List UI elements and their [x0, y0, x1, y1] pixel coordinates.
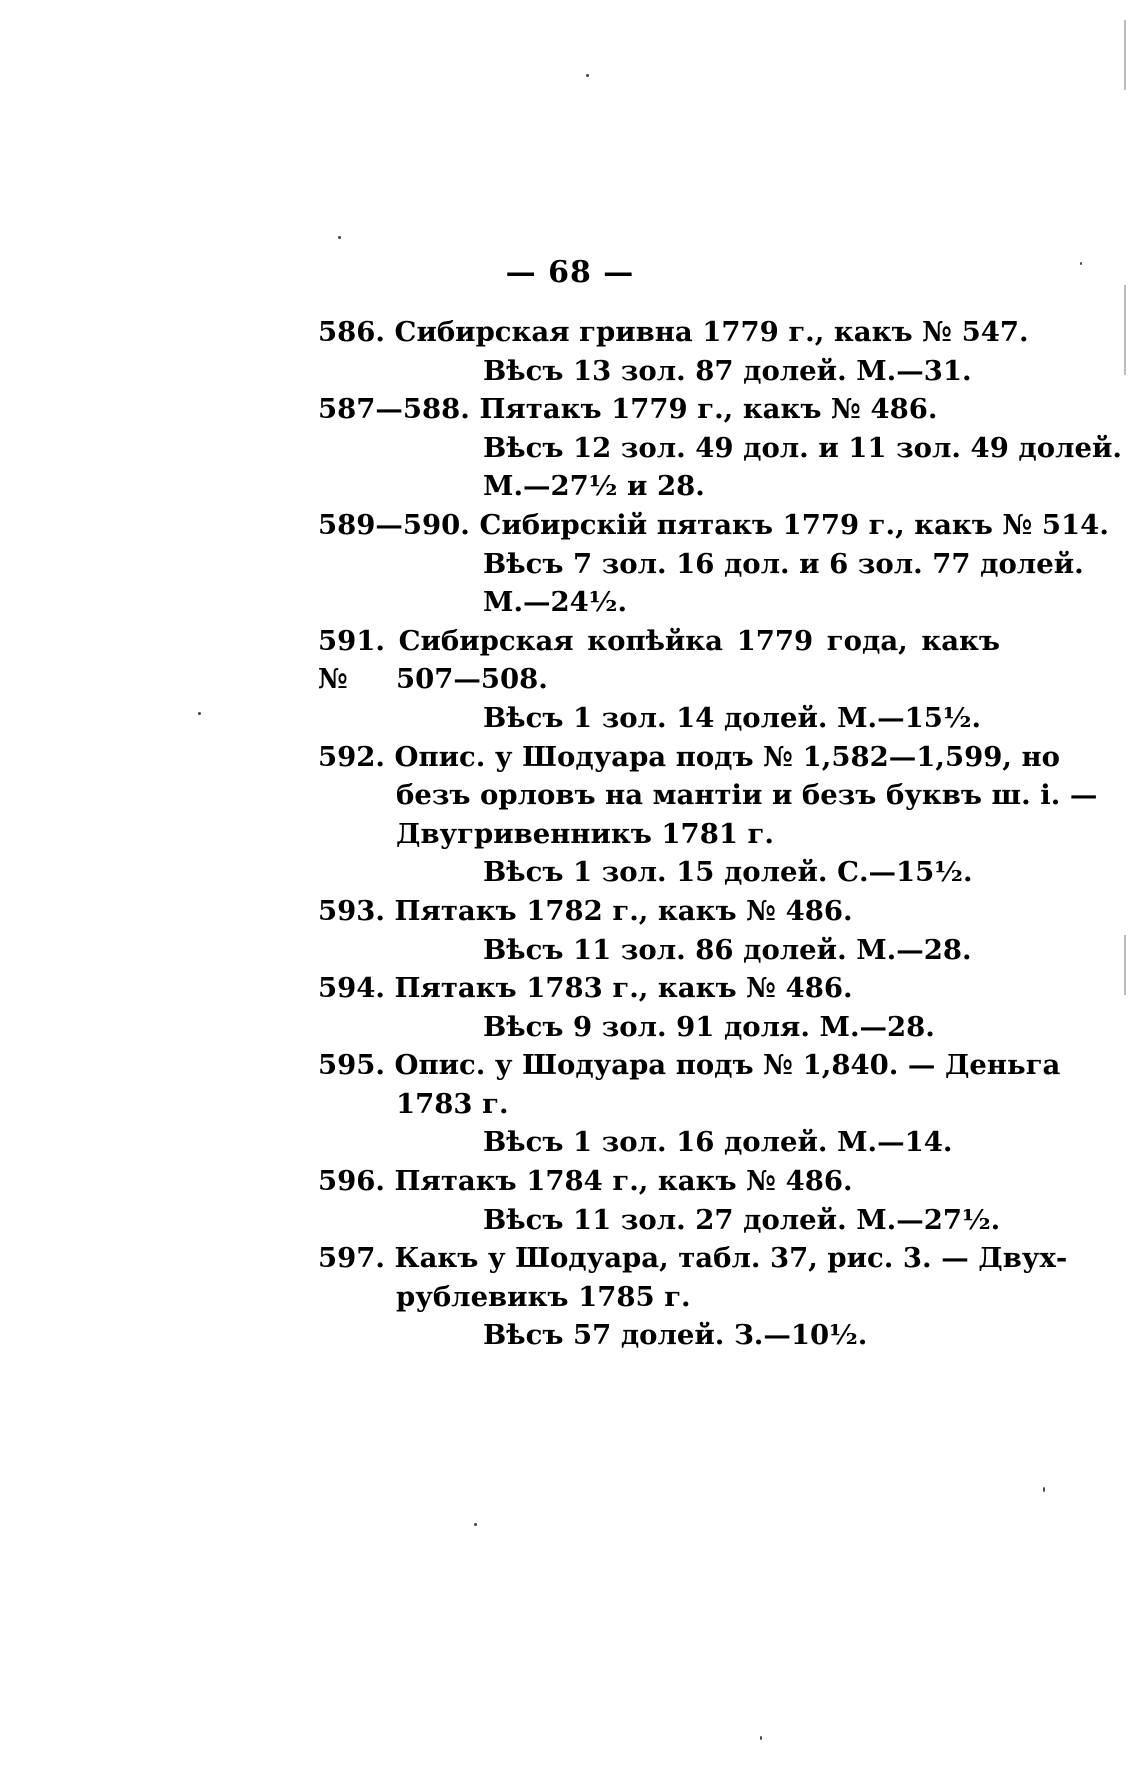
entry-weight: Вѣсъ 1 зол. 15 долей. С.—15½.: [483, 856, 973, 889]
entry-heading: 597. Какъ у Шодуара, табл. 37, рис. 3. — Двух-: [318, 1242, 1068, 1275]
scan-speck: [198, 712, 201, 715]
entry-heading: 592. Опис. у Шодуара подъ № 1,582—1,599, но: [318, 740, 1060, 773]
entry-593: [318, 892, 1000, 969]
entry-586: [318, 313, 1029, 390]
entry-weight: Вѣсъ 12 зол. 49 дол. и 11 зол. 49 долей.: [483, 431, 1122, 464]
entry-589-590: [318, 506, 1109, 622]
entry-591: [318, 622, 1000, 738]
entry-weight: Вѣсъ 11 зол. 86 долей. М.—28.: [483, 933, 972, 966]
entry-heading: 591. Сибирская копѣйка 1779 года, какъ №: [318, 624, 1000, 696]
scan-speck: [1080, 262, 1082, 265]
entry-594: [318, 969, 1000, 1046]
entry-weight: Вѣсъ 7 зол. 16 дол. и 6 зол. 77 долей.: [483, 547, 1084, 580]
entry-heading: 595. Опис. у Шодуара подъ № 1,840. — Деньга: [318, 1049, 1061, 1082]
scan-speck: [586, 74, 589, 77]
scan-speck: [338, 236, 341, 239]
entry-heading: 594. Пятакъ 1783 г., какъ № 486.: [318, 972, 853, 1005]
entry-weight: Вѣсъ 1 зол. 16 долей. М.—14.: [483, 1126, 953, 1159]
scan-edge-line: [1124, 285, 1126, 375]
scan-speck: [760, 1736, 762, 1740]
entry-heading: 589—590. Сибирскій пятакъ 1779 г., какъ № 514.: [318, 508, 1109, 541]
entry-heading: 596. Пятакъ 1784 г., какъ № 486.: [318, 1165, 853, 1198]
entry-weight: Вѣсъ 13 зол. 87 долей. М.—31.: [483, 354, 972, 387]
entry-weight: Вѣсъ 57 долей. З.—10½.: [483, 1319, 868, 1352]
entry-mark: М.—24½.: [483, 586, 628, 619]
entry-weight: Вѣсъ 1 зол. 14 долей. М.—15½.: [483, 701, 982, 734]
entry-continuation: Двугривенникъ 1781 г.: [396, 817, 774, 850]
entry-heading: 587—588. Пятакъ 1779 г., какъ № 486.: [318, 393, 938, 426]
entry-weight: Вѣсъ 11 зол. 27 долей. М.—27½.: [483, 1203, 1001, 1236]
entry-heading: 586. Сибирская гривна 1779 г., какъ № 547.: [318, 316, 1029, 348]
coin-catalog-entries: [318, 313, 1122, 1355]
entry-heading: 593. Пятакъ 1782 г., какъ № 486.: [318, 894, 853, 927]
scan-edge-line: [1124, 20, 1126, 90]
entry-continuation: 507—508.: [396, 663, 548, 696]
entry-597: [318, 1239, 1068, 1355]
scan-edge-line: [1124, 935, 1126, 995]
entry-587-588: [318, 390, 1122, 506]
entry-592: [318, 738, 1098, 892]
entry-595: [318, 1046, 1061, 1162]
entry-continuation: безъ орловъ на мантіи и безъ буквъ ш. і. —: [396, 779, 1098, 812]
scan-speck: [474, 1523, 477, 1526]
entry-mark: М.—27½ и 28.: [483, 470, 705, 503]
entry-continuation: 1783 г.: [396, 1087, 509, 1120]
entry-596: [318, 1162, 1000, 1239]
scan-speck: [1043, 1487, 1045, 1492]
page-number: — 68 —: [505, 255, 635, 290]
entry-continuation: рублевикъ 1785 г.: [396, 1280, 691, 1313]
entry-weight: Вѣсъ 9 зол. 91 доля. М.—28.: [483, 1010, 935, 1043]
